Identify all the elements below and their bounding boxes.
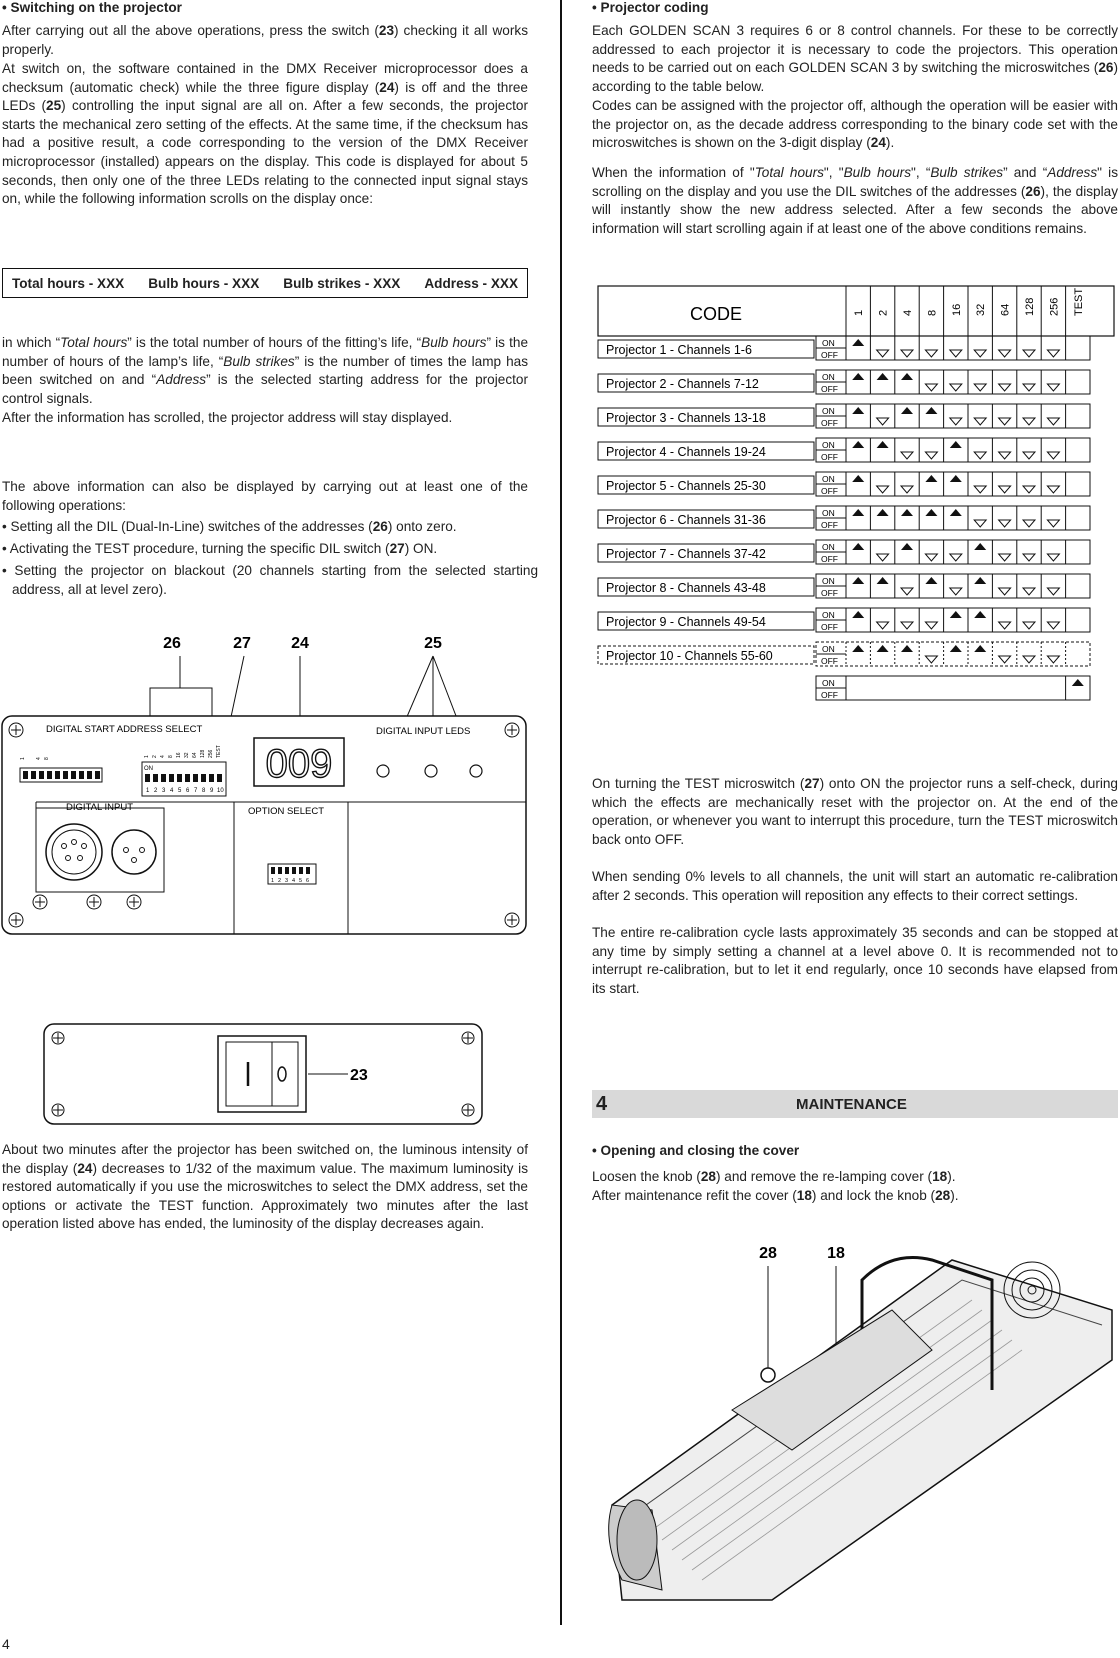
switch-off-marker	[901, 588, 913, 595]
on-label: ON	[822, 576, 835, 586]
right-paragraph-4: On turning the TEST microswitch (27) onto ON the projector runs a self-check, during which the effects are mechanically reset with the projector on. At the end of the operation, or whenever you want to interrupt this procedure, turn the TEST microswitch back onto OFF.	[592, 776, 1118, 847]
info-bulb-strikes: Bulb strikes - XXX	[283, 275, 401, 291]
off-label: OFF	[821, 418, 838, 428]
right-paragraph-8: After maintenance refit the cover (18) and lock the knob (28).	[592, 1188, 959, 1203]
projector-row-label: Projector 5 - Channels 25-30	[606, 479, 766, 493]
callout-25: 25	[424, 635, 442, 652]
switch-off-marker	[974, 418, 986, 425]
switch-on-marker	[901, 509, 913, 516]
projector-row-label: Projector 8 - Channels 43-48	[606, 581, 766, 595]
svg-text:2: 2	[152, 755, 158, 758]
off-label: OFF	[821, 554, 838, 564]
switch-off-marker	[877, 418, 889, 425]
switch-off-marker	[1023, 622, 1035, 629]
power-switch-figure	[40, 1020, 490, 1130]
callout-24: 24	[291, 635, 309, 652]
svg-text:10: 10	[217, 788, 224, 794]
switch-off-marker	[1047, 588, 1059, 595]
test-row-box	[816, 676, 1090, 700]
code-table	[596, 272, 1116, 732]
svg-text:5: 5	[299, 878, 303, 884]
bullet-item: • Activating the TEST procedure, turning the specific DIL switch (27) ON.	[2, 541, 438, 556]
option-label: OPTION SELECT	[248, 806, 325, 817]
svg-text:8: 8	[202, 788, 206, 794]
callout-23: 23	[350, 1067, 368, 1084]
switch-off-marker	[950, 384, 962, 391]
section-number: 4	[596, 1092, 608, 1115]
cover-heading: • Opening and closing the cover	[592, 1143, 800, 1158]
svg-text:1: 1	[144, 755, 150, 758]
svg-text:5: 5	[178, 788, 182, 794]
svg-text:3: 3	[285, 878, 289, 884]
projector-row-label: Projector 9 - Channels 49-54	[606, 615, 766, 629]
projector-row-label: Projector 1 - Channels 1-6	[606, 343, 752, 357]
section-header-maintenance	[592, 1090, 1118, 1118]
switch-on-marker	[974, 543, 986, 550]
switch-on-marker	[852, 339, 864, 346]
switch-on-marker	[877, 509, 889, 516]
switch-off-marker	[925, 622, 937, 629]
on-label: ON	[822, 678, 835, 688]
switch-off-marker	[974, 452, 986, 459]
svg-text:6: 6	[306, 878, 310, 884]
switch-off-marker	[974, 384, 986, 391]
on-label: ON	[822, 508, 835, 518]
column-header: TEST	[1072, 287, 1085, 316]
on-label: ON	[822, 440, 835, 450]
left-paragraph-3: in which “Total hours” is the total number of hours of the fitting’s life, “Bulb hours” is the number of hours of the lamp’s life, “Bulb strikes” is the number of times the lamp has been switched on and “Address” is the selected starting address for the projector control signals.	[2, 335, 528, 406]
svg-text:8: 8	[44, 757, 50, 760]
switch-row-box	[816, 404, 1090, 428]
test-on-marker	[1072, 679, 1084, 686]
switch-on-marker	[852, 509, 864, 516]
switch-row-box	[816, 336, 1090, 360]
switch-on-marker	[950, 475, 962, 482]
bullet-item: • Setting all the DIL (Dual-In-Line) switches of the addresses (26) onto zero.	[2, 519, 457, 534]
column-header: 8	[926, 309, 939, 316]
switch-on-marker	[950, 509, 962, 516]
svg-text:TEST: TEST	[216, 745, 222, 758]
switch-off-marker	[999, 554, 1011, 561]
switch-on-marker	[852, 543, 864, 550]
dip-label: DIGITAL START ADDRESS SELECT	[46, 724, 203, 735]
switch-off-marker	[999, 622, 1011, 629]
switch-row-box	[816, 438, 1090, 462]
switch-off-marker	[1023, 350, 1035, 357]
switch-off-marker	[974, 350, 986, 357]
left-paragraph-1: After carrying out all the above operations, press the switch (23) checking it all works properly.	[2, 23, 528, 57]
switch-off-marker	[999, 588, 1011, 595]
switch-off-marker	[901, 452, 913, 459]
switch-row-box	[816, 574, 1090, 598]
switch-off-marker	[901, 486, 913, 493]
switch-off-marker	[877, 622, 889, 629]
on-label: ON	[822, 474, 835, 484]
switch-off-marker	[877, 554, 889, 561]
switch-off-marker	[1023, 486, 1035, 493]
off-label: OFF	[821, 520, 838, 530]
section-title: MAINTENANCE	[796, 1095, 907, 1113]
switch-on-marker	[925, 407, 937, 414]
right-paragraph-5: When sending 0% levels to all channels, the unit will start an automatic re-calibration after 2 seconds. This operation will reposition any effects to their correct settings.	[592, 869, 1118, 903]
switch-off-marker	[950, 554, 962, 561]
off-label: OFF	[821, 622, 838, 632]
page-number: 4	[2, 1636, 10, 1652]
switch-off-marker	[1023, 520, 1035, 527]
callout-27: 27	[233, 635, 251, 652]
switch-off-marker	[925, 350, 937, 357]
svg-text:1: 1	[20, 757, 26, 760]
svg-text:2: 2	[278, 878, 282, 884]
switch-off-marker	[999, 656, 1011, 663]
leds-label: DIGITAL INPUT LEDS	[376, 726, 471, 737]
projector-coding-heading: • Projector coding	[592, 0, 709, 15]
code-title: CODE	[689, 304, 743, 324]
switch-on-marker	[852, 475, 864, 482]
control-panel-figure	[0, 630, 530, 940]
switch-off-marker	[999, 384, 1011, 391]
switch-off-marker	[901, 622, 913, 629]
off-label: OFF	[821, 690, 838, 700]
switch-off-marker	[925, 554, 937, 561]
switch-on-marker	[877, 373, 889, 380]
left-paragraph-2: At switch on, the software contained in the DMX Receiver microprocessor does a checksum (automatic check) while the three figure display (24) is off and the three LEDs (25) controlling the input signal are all on. After a few seconds, the projector starts the mechanical zero setting of the effects. At the same time, if the checksum has had a positive result, a code corresponding to the version of the DMX Receiver microprocessor (installed) appears on the display. This code is displayed for about 5 seconds, then only one of the three LEDs relating to the connected input signal stays on, while the following information scrolls on the display once:	[2, 61, 529, 207]
left-paragraph-6: About two minutes after the projector has been switched on, the luminous intensity of the display (24) decreases to 1/32 of the maximum value. The maximum luminosity is restored automatically if you use the microswitches to select the DMX address, set the options or activate the TEST function. Approximately two minutes after the last operation listed above has ended, the luminosity of the display decreases again.	[2, 1142, 528, 1232]
switch-on-marker	[852, 441, 864, 448]
switch-off-marker	[1047, 384, 1059, 391]
right-paragraph-3: When the information of "Total hours", "Bulb hours", “Bulb strikes” and “Address" is scrolling on the display and you use the DIL switches of the addresses (26), the display will instantly show the new address selected. After a few seconds the above information will start scrolling again if at least one of the above conditions remains.	[592, 165, 1118, 236]
switch-on-marker	[925, 475, 937, 482]
switch-off-marker	[925, 452, 937, 459]
switch-off-marker	[999, 418, 1011, 425]
switch-on-marker	[852, 577, 864, 584]
switch-off-marker	[1047, 418, 1059, 425]
switch-on-marker	[877, 441, 889, 448]
projector-row-label: Projector 10 - Channels 55-60	[606, 649, 773, 663]
switching-on-heading: • Switching on the projector	[2, 0, 182, 15]
column-header: 32	[975, 303, 988, 316]
column-divider	[560, 0, 562, 1625]
info-address: Address - XXX	[424, 275, 519, 291]
switch-row-box	[816, 472, 1090, 496]
switch-off-marker	[999, 520, 1011, 527]
on-label: ON	[822, 372, 835, 382]
switch-on-marker	[950, 645, 962, 652]
switch-on-marker	[877, 645, 889, 652]
left-paragraph-5: The above information can also be displayed by carrying out at least one of the following operations:	[2, 479, 528, 513]
switch-off-marker	[999, 452, 1011, 459]
column-header: 1	[853, 309, 866, 316]
switch-off-marker	[1023, 588, 1035, 595]
off-label: OFF	[821, 350, 838, 360]
switch-on-marker	[852, 611, 864, 618]
info-bulb-hours: Bulb hours - XXX	[148, 275, 260, 291]
on-label: ON	[822, 542, 835, 552]
column-header: 4	[902, 309, 914, 316]
switch-off-marker	[1047, 520, 1059, 527]
projector-row-label: Projector 4 - Channels 19-24	[606, 445, 766, 459]
off-label: OFF	[821, 486, 838, 496]
switch-off-marker	[925, 384, 937, 391]
svg-text:4: 4	[160, 755, 166, 758]
switch-off-marker	[1047, 554, 1059, 561]
column-header: 16	[950, 303, 963, 316]
switch-on-marker	[974, 577, 986, 584]
switch-on-marker	[852, 407, 864, 414]
callout-28: 28	[759, 1245, 777, 1262]
switch-on-marker	[901, 645, 913, 652]
svg-text:6: 6	[186, 788, 190, 794]
switch-on-marker	[901, 407, 913, 414]
projector-row-label: Projector 6 - Channels 31-36	[606, 513, 766, 527]
column-header: 256	[1048, 297, 1061, 316]
switch-row-box	[816, 540, 1090, 564]
svg-text:ON: ON	[144, 766, 153, 772]
svg-text:128: 128	[200, 749, 206, 758]
off-label: OFF	[821, 588, 838, 598]
switch-on-marker	[925, 509, 937, 516]
svg-text:3: 3	[162, 788, 166, 794]
on-label: ON	[822, 406, 835, 416]
svg-text:8: 8	[168, 755, 174, 758]
projector-illustration	[592, 1240, 1118, 1620]
switch-off-marker	[950, 418, 962, 425]
display-value: 009	[265, 742, 333, 786]
svg-text:7: 7	[194, 788, 198, 794]
switch-on-marker	[974, 645, 986, 652]
switch-off-marker	[1023, 452, 1035, 459]
switch-off-marker	[1047, 350, 1059, 357]
info-box	[2, 268, 528, 298]
switch-off-marker	[1023, 384, 1035, 391]
left-paragraph-4: After the information has scrolled, the projector address will stay displayed.	[2, 410, 453, 425]
switch-off-marker	[950, 350, 962, 357]
svg-text:2: 2	[154, 788, 158, 794]
switch-off-marker	[1047, 622, 1059, 629]
off-label: OFF	[821, 384, 838, 394]
svg-text:256: 256	[208, 749, 214, 758]
column-header: 128	[1024, 297, 1036, 316]
switch-off-marker	[877, 350, 889, 357]
svg-text:16: 16	[176, 752, 182, 758]
bullet-item: • Setting the projector on blackout (20 channels starting from the selected starting address, all at level zero).	[2, 563, 538, 597]
right-paragraph-2: Codes can be assigned with the projector off, although the operation will be easier with the projector on, as the decade address corresponding to the binary code set with the microswitches is shown on the 3-digit display (24).	[592, 98, 1118, 151]
projector-row-label: Projector 3 - Channels 13-18	[606, 411, 766, 425]
switch-row-box	[816, 370, 1090, 394]
callout-18: 18	[827, 1245, 845, 1262]
switch-on-marker	[877, 577, 889, 584]
switch-off-marker	[877, 486, 889, 493]
off-label: OFF	[821, 452, 838, 462]
svg-text:1: 1	[271, 878, 275, 884]
column-header: 64	[999, 303, 1012, 316]
svg-text:4: 4	[170, 788, 174, 794]
svg-text:9: 9	[210, 788, 214, 794]
off-label: OFF	[821, 656, 838, 666]
switch-off-marker	[1023, 656, 1035, 663]
projector-row-label: Projector 2 - Channels 7-12	[606, 377, 759, 391]
switch-off-marker	[974, 520, 986, 527]
switch-on-marker	[925, 577, 937, 584]
on-label: ON	[822, 338, 835, 348]
switch-on-marker	[852, 645, 864, 652]
switch-off-marker	[999, 350, 1011, 357]
switch-off-marker	[1023, 554, 1035, 561]
switch-off-marker	[999, 486, 1011, 493]
input-label: DIGITAL INPUT	[66, 802, 134, 813]
switch-row-box	[816, 608, 1090, 632]
right-paragraph-1: Each GOLDEN SCAN 3 requires 6 or 8 control channels. For these to be correctly addressed to each projector it is necessary to code the projectors. This operation needs to be carried out on each GOLDEN SCAN 3 by switching the microswitches (26) according to the table below.	[592, 23, 1118, 94]
switch-off-marker	[901, 350, 913, 357]
switch-on-marker	[974, 611, 986, 618]
switch-off-marker	[1047, 656, 1059, 663]
switch-on-marker	[950, 441, 962, 448]
on-label: ON	[822, 644, 835, 654]
svg-text:1: 1	[146, 788, 150, 794]
right-paragraph-7: Loosen the knob (28) and remove the re-lamping cover (18).	[592, 1169, 956, 1184]
info-total-hours: Total hours - XXX	[11, 275, 125, 291]
switch-off-marker	[1047, 452, 1059, 459]
switch-on-marker	[901, 543, 913, 550]
switch-off-marker	[974, 486, 986, 493]
column-header: 2	[877, 309, 890, 316]
switch-on-marker	[852, 373, 864, 380]
right-paragraph-6: The entire re-calibration cycle lasts approximately 35 seconds and can be stopped at any time by simply setting a channel at a level above 0. It is recommended not to interrupt re-calibration, but to let it end regularly, once 10 seconds have elapsed from its start.	[592, 925, 1118, 996]
svg-text:4: 4	[36, 757, 42, 760]
switch-on-marker	[950, 611, 962, 618]
switch-row-box	[816, 642, 1090, 666]
switch-row-box	[816, 506, 1090, 530]
svg-text:64: 64	[192, 752, 198, 758]
svg-text:32: 32	[184, 752, 190, 758]
switch-off-marker	[1023, 418, 1035, 425]
switch-off-marker	[950, 588, 962, 595]
switch-off-marker	[925, 656, 937, 663]
callout-26: 26	[163, 635, 181, 652]
switch-off-marker	[1047, 486, 1059, 493]
svg-text:4: 4	[292, 878, 296, 884]
projector-row-label: Projector 7 - Channels 37-42	[606, 547, 766, 561]
switch-on-marker	[901, 373, 913, 380]
on-label: ON	[822, 610, 835, 620]
